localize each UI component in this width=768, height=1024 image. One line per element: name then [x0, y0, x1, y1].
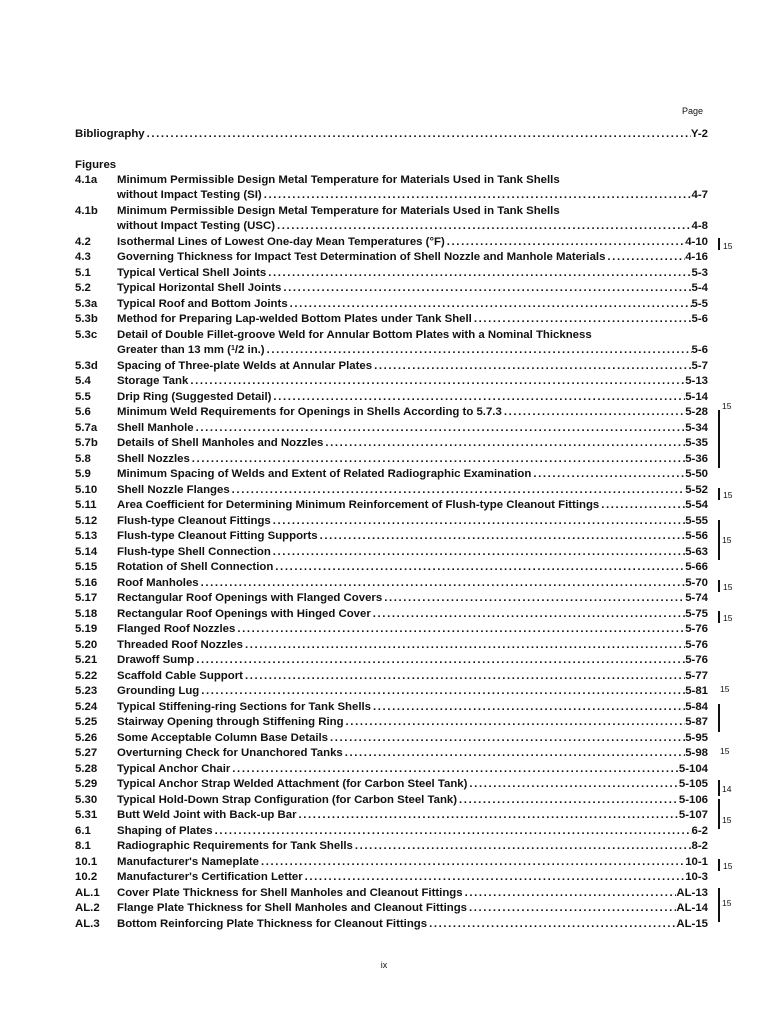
revision-bar [718, 488, 720, 500]
dot-leader [199, 577, 686, 589]
dot-leader [213, 825, 692, 837]
figure-number: 6.1 [75, 825, 91, 837]
dot-leader [467, 902, 676, 914]
dot-leader [271, 391, 685, 403]
figure-title: Typical Horizontal Shell Joints [117, 282, 282, 294]
figure-page: 5-84 [685, 701, 708, 713]
figure-page: 10-3 [685, 871, 708, 883]
figure-title: Typical Stiffening-ring Sections for Tank Shells [117, 701, 372, 713]
figure-page: 5-76 [685, 623, 708, 635]
toc-entry[interactable] [75, 608, 708, 623]
figure-number: 5.16 [75, 577, 98, 589]
figure-title: Bottom Reinforcing Plate Thickness for Cleanout Fittings [117, 918, 428, 930]
dot-leader [262, 189, 692, 201]
toc-entry-continuation[interactable] [75, 344, 708, 359]
dot-leader [275, 220, 692, 232]
figure-title: Flush-type Cleanout Fitting Supports [117, 530, 318, 542]
figure-number: 5.19 [75, 623, 98, 635]
revision-bar [718, 780, 720, 796]
toc-entry[interactable] [75, 468, 708, 483]
toc-entry[interactable] [75, 530, 708, 545]
toc-entry[interactable] [75, 840, 708, 855]
revision-mark: 15 [723, 582, 733, 592]
revision-bar [718, 410, 720, 468]
toc-entry[interactable] [75, 670, 708, 685]
figure-page: 5-75 [685, 608, 708, 620]
figure-page: AL-15 [676, 918, 708, 930]
figure-number: 5.21 [75, 654, 98, 666]
figure-page: 4-16 [685, 251, 708, 263]
figure-number: 8.1 [75, 840, 91, 852]
bibliography-title: Bibliography [75, 128, 145, 140]
figure-title: Roof Manholes [117, 577, 199, 589]
revision-mark: 15 [723, 241, 733, 251]
dot-leader [265, 344, 692, 356]
dot-leader [457, 794, 679, 806]
dot-leader [502, 406, 685, 418]
figure-page: 5-104 [678, 763, 708, 775]
figure-page: 4-8 [691, 220, 708, 232]
figure-title: Minimum Weld Requirements for Openings in Shells According to 5.7.3 [117, 406, 502, 418]
dot-leader [328, 732, 685, 744]
figure-number: 5.5 [75, 391, 91, 403]
dot-leader [318, 530, 686, 542]
dot-leader [230, 484, 686, 496]
figure-title: Typical Anchor Chair [117, 763, 231, 775]
figure-title: Minimum Spacing of Welds and Extent of Related Radiographic Examination [117, 468, 532, 480]
figure-title: Typical Hold-Down Strap Configuration (for Carbon Steel Tank) [117, 794, 458, 806]
figure-number: AL.1 [75, 887, 100, 899]
revision-mark: 15 [722, 535, 732, 545]
figure-number: 4.3 [75, 251, 91, 263]
toc-entry[interactable] [75, 918, 708, 933]
figure-number: 4.2 [75, 236, 91, 248]
toc-entry[interactable] [75, 515, 708, 530]
figure-title: Some Acceptable Column Base Details [117, 732, 329, 744]
figure-number: 5.27 [75, 747, 98, 759]
figure-number: 5.28 [75, 763, 98, 775]
figure-page: 5-3 [691, 267, 708, 279]
figure-number: 5.3c [75, 329, 98, 341]
figure-title: Flush-type Cleanout Fittings [117, 515, 271, 527]
toc-entry[interactable] [75, 236, 708, 251]
dot-leader [243, 639, 685, 651]
toc-entry[interactable] [75, 205, 708, 220]
dot-leader [343, 747, 685, 759]
figure-page: 5-36 [685, 453, 708, 465]
revision-bar [718, 799, 720, 829]
figure-page: 5-6 [691, 344, 708, 356]
figure-number: 5.11 [75, 499, 97, 511]
toc-entry[interactable] [75, 685, 708, 700]
revision-mark: 15 [722, 815, 732, 825]
figure-title: Shell Manhole [117, 422, 194, 434]
figure-title: Grounding Lug [117, 685, 200, 697]
figure-page: 5-6 [691, 313, 708, 325]
dot-leader [199, 685, 685, 697]
figure-number: 5.14 [75, 546, 98, 558]
figure-number: 4.1a [75, 174, 98, 186]
figure-page: AL-13 [676, 887, 708, 899]
dot-leader [288, 298, 692, 310]
dot-leader [472, 313, 692, 325]
dot-leader [281, 282, 691, 294]
figure-number: 5.13 [75, 530, 98, 542]
dot-leader [605, 251, 685, 263]
figure-page: 5-81 [685, 685, 708, 697]
figure-title: Overturning Check for Unanchored Tanks [117, 747, 343, 759]
figure-title: Rectangular Roof Openings with Flanged Covers [117, 592, 383, 604]
figure-page: 6-2 [691, 825, 708, 837]
figure-title: Isothermal Lines of Lowest One-day Mean Temperatures (°F) [117, 236, 445, 248]
figure-number: 5.3a [75, 298, 98, 310]
figure-number: 5.3d [75, 360, 98, 372]
revision-mark: 15 [723, 861, 733, 871]
figure-page: 5-5 [691, 298, 708, 310]
toc-entry[interactable] [75, 902, 708, 917]
figure-page: 5-98 [685, 747, 708, 759]
figure-title: Typical Roof and Bottom Joints [117, 298, 288, 310]
figure-title: Area Coefficient for Determining Minimum Reinforcement of Flush-type Cleanout Fittings [117, 499, 600, 511]
figure-number: 5.22 [75, 670, 98, 682]
dot-leader [271, 515, 685, 527]
figure-page: 5-55 [685, 515, 708, 527]
dot-leader [303, 871, 686, 883]
bibliography-page: Y-2 [690, 128, 708, 140]
figure-number: 4.1b [75, 205, 98, 217]
revision-mark: 15 [720, 746, 730, 756]
figure-page: 5-66 [685, 561, 708, 573]
figure-title: Scaffold Cable Support [117, 670, 243, 682]
figure-title: Drip Ring (Suggested Detail) [117, 391, 272, 403]
figure-number: 5.17 [75, 592, 98, 604]
revision-mark: 15 [723, 490, 733, 500]
dot-leader [371, 608, 685, 620]
dot-leader [531, 468, 685, 480]
dot-leader [463, 887, 677, 899]
toc-entry[interactable] [75, 251, 708, 266]
figure-title: Shell Nozzle Flanges [117, 484, 230, 496]
toc-entry[interactable] [75, 546, 708, 561]
toc-entry[interactable] [75, 809, 708, 824]
figure-title: Cover Plate Thickness for Shell Manholes and Cleanout Fittings [117, 887, 463, 899]
figure-page: 5-95 [685, 732, 708, 744]
toc-entry[interactable] [75, 732, 708, 747]
dot-leader [344, 716, 686, 728]
figure-page: 5-76 [685, 639, 708, 651]
bibliography-entry[interactable] [75, 128, 708, 143]
figure-page: 5-106 [678, 794, 708, 806]
figure-page: 5-50 [685, 468, 708, 480]
figure-page: 5-76 [685, 654, 708, 666]
revision-bar [718, 888, 720, 922]
figure-number: 10.2 [75, 871, 98, 883]
figure-number: 5.12 [75, 515, 98, 527]
toc-entry[interactable] [75, 747, 708, 762]
revision-bar [718, 238, 720, 250]
revision-mark: 15 [720, 684, 730, 694]
figure-page: 5-13 [685, 375, 708, 387]
dot-leader [273, 561, 685, 573]
revision-bar [718, 520, 720, 560]
dot-leader [372, 360, 691, 372]
dot-leader [190, 453, 685, 465]
figure-page: 5-107 [678, 809, 708, 821]
figure-title: Flush-type Shell Connection [117, 546, 271, 558]
figure-page: 5-52 [685, 484, 708, 496]
toc-entry[interactable] [75, 422, 708, 437]
dot-leader [323, 437, 685, 449]
toc-entry[interactable] [75, 639, 708, 654]
dot-leader [266, 267, 691, 279]
revision-bar [718, 704, 720, 732]
dot-leader [243, 670, 685, 682]
revision-bar [718, 859, 720, 871]
figure-title: Manufacturer's Nameplate [117, 856, 259, 868]
dot-leader [353, 840, 692, 852]
figure-title: Spacing of Three-plate Welds at Annular Plates [117, 360, 373, 372]
toc-entry[interactable] [75, 267, 708, 282]
dot-leader [382, 592, 685, 604]
dot-leader [445, 236, 685, 248]
revision-mark: 14 [722, 784, 732, 794]
figure-number: 5.10 [75, 484, 98, 496]
figure-page: 5-70 [685, 577, 708, 589]
figure-title: Flanged Roof Nozzles [117, 623, 236, 635]
figure-page: 5-63 [685, 546, 708, 558]
toc-entry[interactable] [75, 623, 708, 638]
figure-number: 5.8 [75, 453, 91, 465]
toc-entry[interactable] [75, 856, 708, 871]
figure-number: AL.3 [75, 918, 100, 930]
figure-page: 4-10 [685, 236, 708, 248]
figure-number: 5.15 [75, 561, 98, 573]
toc-entry[interactable] [75, 174, 708, 189]
figure-title: Rotation of Shell Connection [117, 561, 274, 573]
figure-number: 5.31 [75, 809, 98, 821]
toc-entry[interactable] [75, 701, 708, 716]
toc-entry[interactable] [75, 437, 708, 452]
figure-title: Threaded Roof Nozzles [117, 639, 243, 651]
dot-leader [194, 654, 685, 666]
figure-title: Stairway Opening through Stiffening Ring [117, 716, 344, 728]
figure-number: 5.30 [75, 794, 98, 806]
dot-leader [297, 809, 679, 821]
toc-entry[interactable] [75, 282, 708, 297]
figure-number: 5.26 [75, 732, 98, 744]
dot-leader [427, 918, 676, 930]
figure-number: 5.3b [75, 313, 98, 325]
page-column-header: Page [682, 106, 704, 116]
figure-page: 10-1 [685, 856, 708, 868]
figure-page: 5-77 [685, 670, 708, 682]
figure-title: Governing Thickness for Impact Test Determination of Shell Nozzle and Manhole Materials [117, 251, 606, 263]
figure-number: 5.7b [75, 437, 98, 449]
figure-page: 5-87 [685, 716, 708, 728]
toc-entry[interactable] [75, 794, 708, 809]
figure-title: Minimum Permissible Design Metal Temperature for Materials Used in Tank Shells [117, 174, 560, 186]
figure-title: Shaping of Plates [117, 825, 213, 837]
figure-number: 5.24 [75, 701, 98, 713]
figure-title: Detail of Double Fillet-groove Weld for Annular Bottom Plates with a Nominal Thickness [117, 329, 592, 341]
revision-mark: 15 [722, 898, 732, 908]
toc-entry[interactable] [75, 763, 708, 778]
figure-title: Typical Anchor Strap Welded Attachment (for Carbon Steel Tank) [117, 778, 468, 790]
figure-number: 5.20 [75, 639, 98, 651]
figure-page: 5-56 [685, 530, 708, 542]
dot-leader [188, 375, 685, 387]
figure-title: Details of Shell Manholes and Nozzles [117, 437, 324, 449]
figure-number: 5.7a [75, 422, 98, 434]
toc-entry-continuation[interactable] [75, 220, 708, 235]
figure-title: Shell Nozzles [117, 453, 190, 465]
toc-entry[interactable] [75, 298, 708, 313]
figure-page: 8-2 [691, 840, 708, 852]
toc-entry[interactable] [75, 484, 708, 499]
figure-page: 5-74 [685, 592, 708, 604]
toc-entry[interactable] [75, 453, 708, 468]
figure-title: Radiographic Requirements for Tank Shells [117, 840, 353, 852]
figure-number: 10.1 [75, 856, 98, 868]
toc-entry[interactable] [75, 716, 708, 731]
figure-number: 5.6 [75, 406, 91, 418]
dot-leader [271, 546, 685, 558]
dot-leader [259, 856, 685, 868]
toc-entry[interactable] [75, 561, 708, 576]
toc-entry[interactable] [75, 871, 708, 886]
figure-title: Rectangular Roof Openings with Hinged Cover [117, 608, 371, 620]
revision-mark: 15 [722, 401, 732, 411]
figure-page: 5-35 [685, 437, 708, 449]
dot-leader [371, 701, 685, 713]
figure-page: 4-7 [691, 189, 708, 201]
figure-title: Method for Preparing Lap-welded Bottom Plates under Tank Shell [117, 313, 472, 325]
figure-page: 5-105 [678, 778, 708, 790]
figure-page: 5-7 [691, 360, 708, 372]
figure-number: 5.2 [75, 282, 91, 294]
figure-page: AL-14 [676, 902, 708, 914]
toc-entry[interactable] [75, 375, 708, 390]
figure-title: Minimum Permissible Design Metal Temperature for Materials Used in Tank Shells [117, 205, 560, 217]
figure-number: 5.23 [75, 685, 98, 697]
toc-entry[interactable] [75, 654, 708, 669]
figure-title: Typical Vertical Shell Joints [117, 267, 267, 279]
toc-entry[interactable] [75, 313, 708, 328]
figure-title: Butt Weld Joint with Back-up Bar [117, 809, 297, 821]
figure-page: 5-14 [685, 391, 708, 403]
figure-title: Manufacturer's Certification Letter [117, 871, 303, 883]
page-number: ix [380, 960, 388, 970]
figure-title: Drawoff Sump [117, 654, 195, 666]
figure-number: 5.25 [75, 716, 98, 728]
figure-page: 5-54 [685, 499, 708, 511]
figure-title-cont: without Impact Testing (SI) [117, 189, 262, 201]
dot-leader [230, 763, 679, 775]
figure-number: 5.9 [75, 468, 91, 480]
toc-entry[interactable] [75, 406, 708, 421]
figure-title: Flange Plate Thickness for Shell Manholes and Cleanout Fittings [117, 902, 468, 914]
revision-bar [718, 580, 720, 592]
figure-page: 5-4 [691, 282, 708, 294]
toc-entry[interactable] [75, 499, 708, 514]
dot-leader [599, 499, 685, 511]
toc-entry[interactable] [75, 778, 708, 793]
figure-number: 5.18 [75, 608, 98, 620]
toc-entry[interactable] [75, 825, 708, 840]
toc-entry[interactable] [75, 360, 708, 375]
figure-number: 5.1 [75, 267, 91, 279]
figure-page: 5-34 [685, 422, 708, 434]
dot-leader [235, 623, 685, 635]
figures-heading: Figures [75, 159, 117, 171]
revision-mark: 15 [723, 613, 733, 623]
toc-entry-continuation[interactable] [75, 189, 708, 204]
figure-title: Storage Tank [117, 375, 189, 387]
toc-entry[interactable] [75, 577, 708, 592]
toc-entry[interactable] [75, 592, 708, 607]
figure-title-cont: without Impact Testing (USC) [117, 220, 275, 232]
toc-entry[interactable] [75, 329, 708, 344]
figure-number: AL.2 [75, 902, 100, 914]
dot-leader [194, 422, 686, 434]
dot-leader [467, 778, 678, 790]
figure-title-cont: Greater than 13 mm ($^1$/2 in.) [117, 344, 265, 356]
dot-leader [145, 128, 691, 140]
toc-entry[interactable] [75, 391, 708, 406]
figure-number: 5.29 [75, 778, 98, 790]
revision-bar [718, 611, 720, 623]
figure-number: 5.4 [75, 375, 91, 387]
figure-page: 5-28 [685, 406, 708, 418]
toc-entry[interactable] [75, 887, 708, 902]
